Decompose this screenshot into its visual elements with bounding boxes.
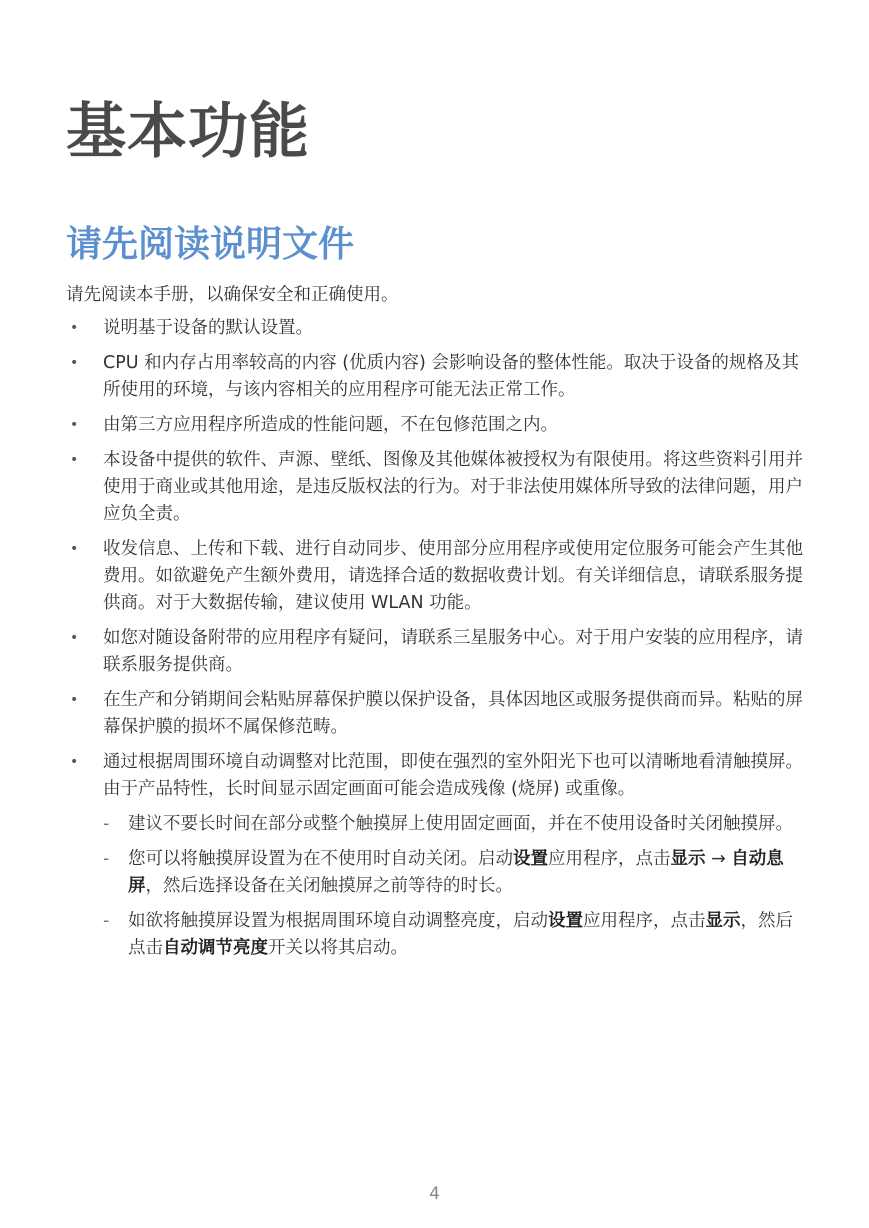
list-item-text: 通过根据周围环境自动调整对比范围，即使在强烈的室外阳光下也可以清晰地看清触摸屏。由于产品特性，长时间显示固定画面可能会造成残像 (烧屏) 或重像。 <box>103 752 803 799</box>
content-body <box>66 282 806 970</box>
intro-paragraph: 请先阅读本手册，以确保安全和正确使用。 <box>66 285 399 305</box>
arrow-separator: → <box>705 849 732 869</box>
sub-list <box>103 811 806 962</box>
list-item-screen-notice <box>66 749 806 962</box>
notice-list <box>66 315 806 962</box>
text-run: 您可以将触摸屏设置为在不使用时自动关闭。启动 <box>128 849 513 869</box>
bold-term: 自动调节亮度 <box>163 938 268 958</box>
text-run: ，然后选择设备在关闭触摸屏之前等待的时长。 <box>145 876 513 896</box>
list-item: • CPU 和内存占用率较高的内容 (优质内容) 会影响设备的整体性能。取决于设备的规格及其所使用的环境，与该内容相关的应用程序可能无法正常工作。 <box>66 350 806 404</box>
text-run: 应用程序，点击 <box>583 911 706 931</box>
list-item: • 在生产和分销期间会粘贴屏幕保护膜以保护设备，具体因地区或服务提供商而异。粘贴的屏幕保护膜的损坏不属保修范畴。 <box>66 687 806 741</box>
section-title: 请先阅读说明文件 <box>66 224 355 265</box>
text-run: 应用程序，点击 <box>548 849 671 869</box>
bold-term: 设置 <box>513 849 548 869</box>
sub-list-item <box>103 908 806 962</box>
list-item: • 由第三方应用程序所造成的性能问题，不在包修范围之内。 <box>66 412 806 439</box>
text-run: 开关以将其启动。 <box>268 938 408 958</box>
list-item: • 如您对随设备附带的应用程序有疑问，请联系三星服务中心。对于用户安装的应用程序，请联系服务提供商。 <box>66 625 806 679</box>
list-item: • 说明基于设备的默认设置。 <box>66 315 806 342</box>
text-run: 如欲将触摸屏设置为根据周围环境自动调整亮度，启动 <box>128 911 548 931</box>
bold-term: 显示 <box>705 911 741 931</box>
sub-list-item: - 建议不要长时间在部分或整个触摸屏上使用固定画面，并在不使用设备时关闭触摸屏。 <box>103 811 806 838</box>
page-number: 4 <box>429 1184 440 1204</box>
bold-term: 显示 <box>670 849 706 869</box>
bold-term: 自动息屏 <box>128 849 784 896</box>
list-item: • 本设备中提供的软件、声源、壁纸、图像及其他媒体被授权为有限使用。将这些资料引用并使用于商业或其他用途，是违反版权法的行为。对于非法使用媒体所导致的法律问题，用户应负全责。 <box>66 447 806 528</box>
chapter-title: 基本功能 <box>66 97 310 167</box>
bold-term: 设置 <box>548 911 583 931</box>
text-run: ，然后点击 <box>128 911 793 958</box>
sub-list-item <box>103 846 806 900</box>
list-item: • 收发信息、上传和下载、进行自动同步、使用部分应用程序或使用定位服务可能会产生其他费用。如欲避免产生额外费用，请选择合适的数据收费计划。有关详细信息，请联系服务提供商。对于大数据传输，建议使用 WLAN 功能。 <box>66 536 806 617</box>
